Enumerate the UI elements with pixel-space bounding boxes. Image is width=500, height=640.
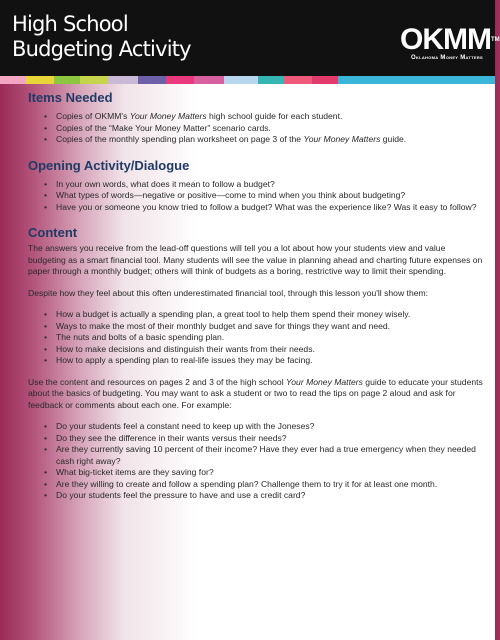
list-item: • Have you or someone you know tried to follow a budget? What was the experience like? Was it easy to follow? (44, 202, 483, 214)
content-paragraph-2: Despite how they feel about this often underestimated financial tool, through this lesson you'll show them: (28, 287, 429, 298)
color-stripe (338, 76, 495, 84)
list-item: • Copies of the “Make Your Money Matter” scenario cards. (44, 123, 483, 135)
list-item: • Do your students feel the pressure to have and use a credit card? (44, 490, 483, 502)
logo-trademark: TM (490, 37, 500, 43)
page-header (0, 0, 500, 76)
page-title (12, 12, 191, 62)
logo-mark: OKMM (400, 23, 491, 56)
document-body (28, 90, 483, 502)
items-needed-heading: Items Needed (28, 90, 113, 105)
items-needed-list (44, 111, 483, 146)
color-stripe (284, 76, 312, 84)
list-item: • Copies of OKMM's Your Money Matters high school guide for each student. (44, 111, 483, 123)
list-item: • How a budget is actually a spending plan, a great tool to help them spend their money wisely. (44, 309, 483, 321)
list-item: • What big-ticket items are they saving for? (44, 467, 483, 479)
list-item: • Copies of the monthly spending plan worksheet on page 3 of the Your Money Matters guide. (44, 134, 483, 146)
title-line-1: High School (12, 12, 128, 36)
list-item: • Are they willing to create and follow a spending plan? Challenge them to try it for at least one month. (44, 479, 483, 491)
list-item: • Do your students feel a constant need to keep up with the Joneses? (44, 421, 483, 433)
list-item: • What types of words—negative or positive—come to mind when you think about budgeting? (44, 190, 483, 202)
color-stripe (258, 76, 284, 84)
content-heading: Content (28, 225, 78, 240)
list-item: • Are they currently saving 10 percent of their income? Have they ever had a true emergency when they needed cash right away? (44, 444, 483, 467)
opening-list (44, 179, 483, 214)
list-item: • How to apply a spending plan to real-life issues they may be facing. (44, 355, 483, 367)
title-line-2: Budgeting Activity (12, 37, 191, 61)
color-stripe (80, 76, 108, 84)
color-stripe (108, 76, 138, 84)
list-item: • Do they see the difference in their wants versus their needs? (44, 433, 483, 445)
opening-heading: Opening Activity/Dialogue (28, 157, 190, 173)
color-stripe-bar (0, 76, 495, 84)
content-paragraph-1: The answers you receive from the lead-off questions will tell you a lot about how your students view and value budgeting as a smart financial tool. Many students will see the value in planning ahead and charting future expenses on paper through a monthly budget; others will think of budgets as a boring, restrictive way to limit their spending. (28, 243, 483, 276)
color-stripe (54, 76, 80, 84)
color-stripe (138, 76, 166, 84)
list-item: • How to make decisions and distinguish their wants from their needs. (44, 344, 483, 356)
list-item: • In your own words, what does it mean to follow a budget? (44, 179, 483, 191)
list-item: • The nuts and bolts of a basic spending plan. (44, 332, 483, 344)
color-stripe (0, 76, 26, 84)
okmm-logo (400, 23, 500, 61)
color-stripe (26, 76, 54, 84)
color-stripe (166, 76, 194, 84)
color-stripe (224, 76, 258, 84)
discussion-questions-list (44, 421, 483, 502)
list-item: • Ways to make the most of their monthly budget and save for things they want and need. (44, 321, 483, 333)
logo-subtitle: Oklahoma Money Matters (410, 55, 484, 61)
color-stripe (312, 76, 338, 84)
color-stripe (194, 76, 224, 84)
content-paragraph-3: Use the content and resources on pages 2 and 3 of the high school Your Money Matters guide to educate your students about the basics of budgeting. You may want to ask a student or two to read the tips on page 2 aloud and ask for feedback or comments about each one. For example: (28, 376, 483, 410)
lesson-outcomes-list (44, 309, 483, 367)
